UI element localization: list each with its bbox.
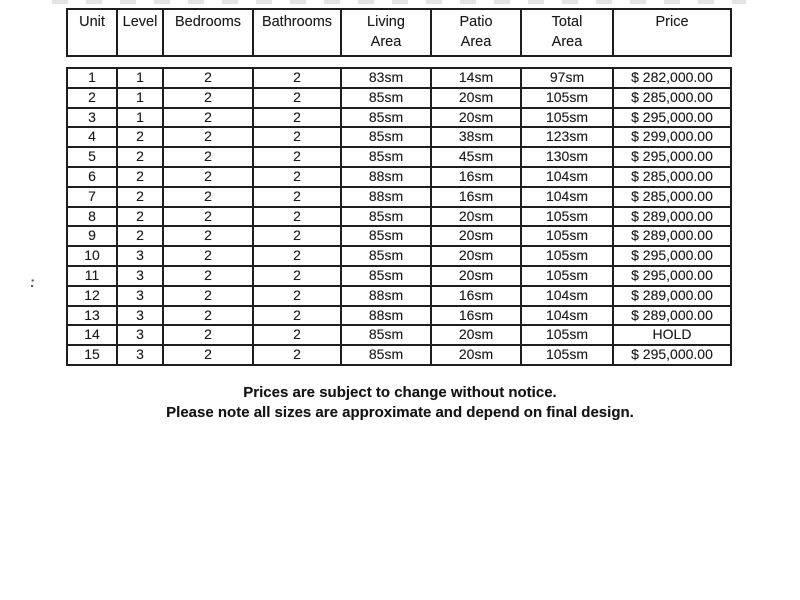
cell-unit: 2 bbox=[67, 88, 117, 108]
cell-bedrooms: 2 bbox=[163, 127, 253, 147]
cell-bathrooms: 2 bbox=[253, 325, 341, 345]
cell-level: 3 bbox=[117, 345, 163, 365]
cell-bathrooms: 2 bbox=[253, 127, 341, 147]
cell-bedrooms: 2 bbox=[163, 226, 253, 246]
cell-bathrooms: 2 bbox=[253, 108, 341, 128]
cell-bathrooms: 2 bbox=[253, 187, 341, 207]
cell-unit: 4 bbox=[67, 127, 117, 147]
cell-level: 3 bbox=[117, 286, 163, 306]
cell-living-area: 85sm bbox=[341, 325, 431, 345]
cell-level: 3 bbox=[117, 306, 163, 326]
table-row bbox=[67, 325, 731, 345]
cell-unit: 15 bbox=[67, 345, 117, 365]
cell-living-area: 85sm bbox=[341, 88, 431, 108]
cell-unit: 7 bbox=[67, 187, 117, 207]
cell-patio-area: 20sm bbox=[431, 266, 521, 286]
column-header-label: Bedrooms bbox=[174, 14, 242, 30]
cell-bedrooms: 2 bbox=[163, 246, 253, 266]
cell-patio-area: 20sm bbox=[431, 226, 521, 246]
cell-bathrooms: 2 bbox=[253, 207, 341, 227]
cell-unit: 8 bbox=[67, 207, 117, 227]
cell-total-area: 104sm bbox=[521, 167, 613, 187]
cell-bedrooms: 2 bbox=[163, 108, 253, 128]
cell-total-area: 105sm bbox=[521, 108, 613, 128]
cell-bathrooms: 2 bbox=[253, 226, 341, 246]
cell-living-area: 88sm bbox=[341, 167, 431, 187]
cell-bedrooms: 2 bbox=[163, 88, 253, 108]
column-header-level bbox=[117, 9, 163, 56]
cell-price: $ 285,000.00 bbox=[613, 88, 731, 108]
cell-total-area: 105sm bbox=[521, 325, 613, 345]
column-header-living-area bbox=[341, 9, 431, 56]
cell-patio-area: 20sm bbox=[431, 108, 521, 128]
cell-patio-area: 20sm bbox=[431, 345, 521, 365]
cell-bathrooms: 2 bbox=[253, 68, 341, 88]
cell-patio-area: 45sm bbox=[431, 147, 521, 167]
table-row bbox=[67, 266, 731, 286]
cell-level: 2 bbox=[117, 147, 163, 167]
cell-bedrooms: 2 bbox=[163, 167, 253, 187]
cell-patio-area: 16sm bbox=[431, 286, 521, 306]
notice-prices: Prices are subject to change without notice. bbox=[243, 384, 557, 401]
cell-level: 3 bbox=[117, 246, 163, 266]
cell-unit: 13 bbox=[67, 306, 117, 326]
cell-price: $ 295,000.00 bbox=[613, 266, 731, 286]
cell-patio-area: 14sm bbox=[431, 68, 521, 88]
cell-patio-area: 20sm bbox=[431, 88, 521, 108]
cell-bedrooms: 2 bbox=[163, 207, 253, 227]
column-header-bathrooms bbox=[253, 9, 341, 56]
cell-price: $ 282,000.00 bbox=[613, 68, 731, 88]
cell-level: 2 bbox=[117, 127, 163, 147]
cell-bathrooms: 2 bbox=[253, 306, 341, 326]
column-header-label: Patio bbox=[459, 14, 493, 30]
cell-price: $ 295,000.00 bbox=[613, 147, 731, 167]
cell-price: $ 295,000.00 bbox=[613, 345, 731, 365]
table-row bbox=[67, 88, 731, 108]
column-header-label: Unit bbox=[79, 14, 105, 30]
cell-unit: 9 bbox=[67, 226, 117, 246]
cell-price: $ 289,000.00 bbox=[613, 207, 731, 227]
column-header-label-line2: Area bbox=[370, 34, 402, 50]
cell-price: $ 295,000.00 bbox=[613, 246, 731, 266]
cell-level: 1 bbox=[117, 88, 163, 108]
column-header-patio-area bbox=[431, 9, 521, 56]
table-row bbox=[67, 108, 731, 128]
cell-price: $ 289,000.00 bbox=[613, 226, 731, 246]
cell-total-area: 105sm bbox=[521, 207, 613, 227]
column-header-unit bbox=[67, 9, 117, 56]
cell-bathrooms: 2 bbox=[253, 286, 341, 306]
cell-total-area: 97sm bbox=[521, 68, 613, 88]
table-row bbox=[67, 345, 731, 365]
cell-bedrooms: 2 bbox=[163, 187, 253, 207]
cell-unit: 1 bbox=[67, 68, 117, 88]
cell-price: $ 289,000.00 bbox=[613, 286, 731, 306]
table-row bbox=[67, 226, 731, 246]
cell-bedrooms: 2 bbox=[163, 147, 253, 167]
column-header-bedrooms bbox=[163, 9, 253, 56]
cell-patio-area: 20sm bbox=[431, 325, 521, 345]
cell-total-area: 105sm bbox=[521, 266, 613, 286]
table-row bbox=[67, 286, 731, 306]
cell-bedrooms: 2 bbox=[163, 286, 253, 306]
cell-total-area: 104sm bbox=[521, 286, 613, 306]
column-header-total-area bbox=[521, 9, 613, 56]
column-header-label-line2: Area bbox=[460, 34, 492, 50]
cell-total-area: 105sm bbox=[521, 88, 613, 108]
cell-unit: 3 bbox=[67, 108, 117, 128]
cell-unit: 5 bbox=[67, 147, 117, 167]
cell-total-area: 105sm bbox=[521, 246, 613, 266]
cell-bedrooms: 2 bbox=[163, 325, 253, 345]
cell-unit: 12 bbox=[67, 286, 117, 306]
column-header-label: Price bbox=[655, 14, 689, 30]
column-header-price bbox=[613, 9, 731, 56]
cell-bedrooms: 2 bbox=[163, 306, 253, 326]
cell-unit: 10 bbox=[67, 246, 117, 266]
cell-patio-area: 16sm bbox=[431, 187, 521, 207]
cell-living-area: 85sm bbox=[341, 246, 431, 266]
column-header-label: Total bbox=[551, 14, 583, 30]
column-header-label: Bathrooms bbox=[261, 14, 333, 30]
header-row bbox=[67, 9, 731, 56]
cell-level: 1 bbox=[117, 68, 163, 88]
cell-price: $ 285,000.00 bbox=[613, 187, 731, 207]
cell-living-area: 88sm bbox=[341, 187, 431, 207]
cell-total-area: 123sm bbox=[521, 127, 613, 147]
column-header-label: Level bbox=[122, 14, 158, 30]
cell-living-area: 85sm bbox=[341, 108, 431, 128]
table-row bbox=[67, 246, 731, 266]
cell-living-area: 85sm bbox=[341, 266, 431, 286]
table-row bbox=[67, 187, 731, 207]
footer-notes bbox=[0, 383, 800, 422]
cell-total-area: 105sm bbox=[521, 345, 613, 365]
cell-living-area: 85sm bbox=[341, 345, 431, 365]
cell-level: 2 bbox=[117, 167, 163, 187]
cell-bedrooms: 2 bbox=[163, 345, 253, 365]
cell-patio-area: 38sm bbox=[431, 127, 521, 147]
cell-total-area: 130sm bbox=[521, 147, 613, 167]
cell-living-area: 85sm bbox=[341, 127, 431, 147]
cell-price: $ 285,000.00 bbox=[613, 167, 731, 187]
cell-patio-area: 16sm bbox=[431, 167, 521, 187]
cell-level: 3 bbox=[117, 266, 163, 286]
column-header-label-line2: Area bbox=[551, 34, 583, 50]
table-row bbox=[67, 127, 731, 147]
notice-sizes: Please note all sizes are approximate and depend on final design. bbox=[166, 403, 634, 421]
cell-unit: 6 bbox=[67, 167, 117, 187]
table-row bbox=[67, 147, 731, 167]
cell-unit: 14 bbox=[67, 325, 117, 345]
cell-price: $ 295,000.00 bbox=[613, 108, 731, 128]
cell-total-area: 104sm bbox=[521, 306, 613, 326]
cell-total-area: 104sm bbox=[521, 187, 613, 207]
cell-unit: 11 bbox=[67, 266, 117, 286]
cell-living-area: 88sm bbox=[341, 306, 431, 326]
cell-living-area: 88sm bbox=[341, 286, 431, 306]
cell-price: $ 299,000.00 bbox=[613, 127, 731, 147]
table-row bbox=[67, 207, 731, 227]
cell-level: 2 bbox=[117, 226, 163, 246]
cell-level: 3 bbox=[117, 325, 163, 345]
cell-living-area: 85sm bbox=[341, 207, 431, 227]
table-row bbox=[67, 167, 731, 187]
price-list-header bbox=[66, 8, 732, 57]
column-header-label: Living bbox=[367, 14, 405, 30]
cell-level: 2 bbox=[117, 207, 163, 227]
cell-bathrooms: 2 bbox=[253, 246, 341, 266]
table-row bbox=[67, 68, 731, 88]
cell-price: HOLD bbox=[613, 325, 731, 345]
scan-artifact-mark: : bbox=[29, 273, 36, 292]
cell-bedrooms: 2 bbox=[163, 266, 253, 286]
cell-bathrooms: 2 bbox=[253, 147, 341, 167]
cell-bathrooms: 2 bbox=[253, 88, 341, 108]
cell-patio-area: 20sm bbox=[431, 246, 521, 266]
cell-level: 2 bbox=[117, 187, 163, 207]
price-list-table bbox=[66, 67, 732, 366]
cell-bathrooms: 2 bbox=[253, 266, 341, 286]
cell-living-area: 85sm bbox=[341, 147, 431, 167]
scan-noise-band bbox=[52, 0, 746, 4]
cell-living-area: 85sm bbox=[341, 226, 431, 246]
cell-bathrooms: 2 bbox=[253, 167, 341, 187]
cell-bathrooms: 2 bbox=[253, 345, 341, 365]
cell-total-area: 105sm bbox=[521, 226, 613, 246]
cell-level: 1 bbox=[117, 108, 163, 128]
cell-living-area: 83sm bbox=[341, 68, 431, 88]
table-row bbox=[67, 306, 731, 326]
cell-price: $ 289,000.00 bbox=[613, 306, 731, 326]
cell-bedrooms: 2 bbox=[163, 68, 253, 88]
cell-patio-area: 16sm bbox=[431, 306, 521, 326]
cell-patio-area: 20sm bbox=[431, 207, 521, 227]
